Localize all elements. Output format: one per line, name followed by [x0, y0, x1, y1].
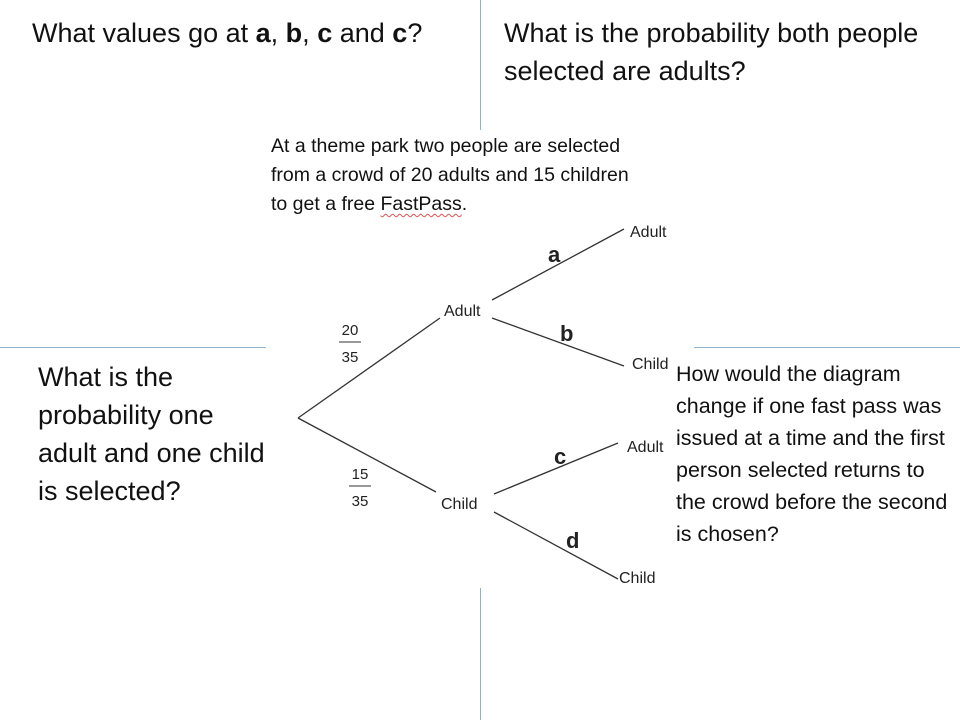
node-adult-child: Child [632, 356, 669, 373]
branch-label-d: d [566, 528, 580, 553]
fraction-adult-numerator: 20 [341, 322, 359, 339]
branch-child-child [494, 512, 618, 579]
fraction-child-numerator: 15 [351, 466, 369, 483]
problem-line-2: from a crowd of 20 adults and 15 children [271, 164, 629, 186]
node-adult-adult: Adult [630, 224, 667, 241]
question-one-adult-one-child: What is the probability one adult and one child is selected? [38, 362, 265, 506]
var-c-repeat: c [392, 18, 408, 48]
problem-line-3-text: to get a free [271, 193, 381, 215]
fraction-adult [339, 322, 361, 366]
fraction-child [349, 466, 371, 510]
branch-label-a: a [548, 242, 561, 267]
question-mark: ? [407, 18, 423, 48]
var-a: a [255, 18, 271, 48]
branch-root-adult [298, 318, 440, 418]
branch-label-b: b [560, 321, 574, 346]
question-with-replacement: How would the diagram change if one fast pass was issued at a time and the first person selected returns to the crowd before the second is chosen? [676, 362, 948, 546]
question-both-adults: What is the probability both people selected are adults? [504, 18, 919, 86]
var-b: b [285, 18, 303, 48]
node-child-child: Child [619, 570, 656, 587]
fraction-adult-denominator: 35 [341, 349, 359, 366]
question-values-and: and [332, 18, 393, 48]
node-child-adult: Adult [627, 439, 664, 456]
separator: , [270, 18, 286, 48]
tree-branches [298, 229, 624, 579]
problem-line-1: At a theme park two people are selected [271, 135, 621, 157]
node-first-adult: Adult [444, 303, 481, 320]
separator: , [302, 18, 318, 48]
problem-line-3-period: . [461, 193, 468, 215]
branch-label-c: c [554, 444, 567, 469]
fastpass-word: FastPass [380, 193, 462, 215]
node-first-child: Child [441, 496, 478, 513]
fraction-child-denominator: 35 [351, 493, 369, 510]
branch-adult-child [492, 318, 624, 366]
question-values-text: What values go at [32, 18, 256, 48]
var-c: c [317, 18, 333, 48]
